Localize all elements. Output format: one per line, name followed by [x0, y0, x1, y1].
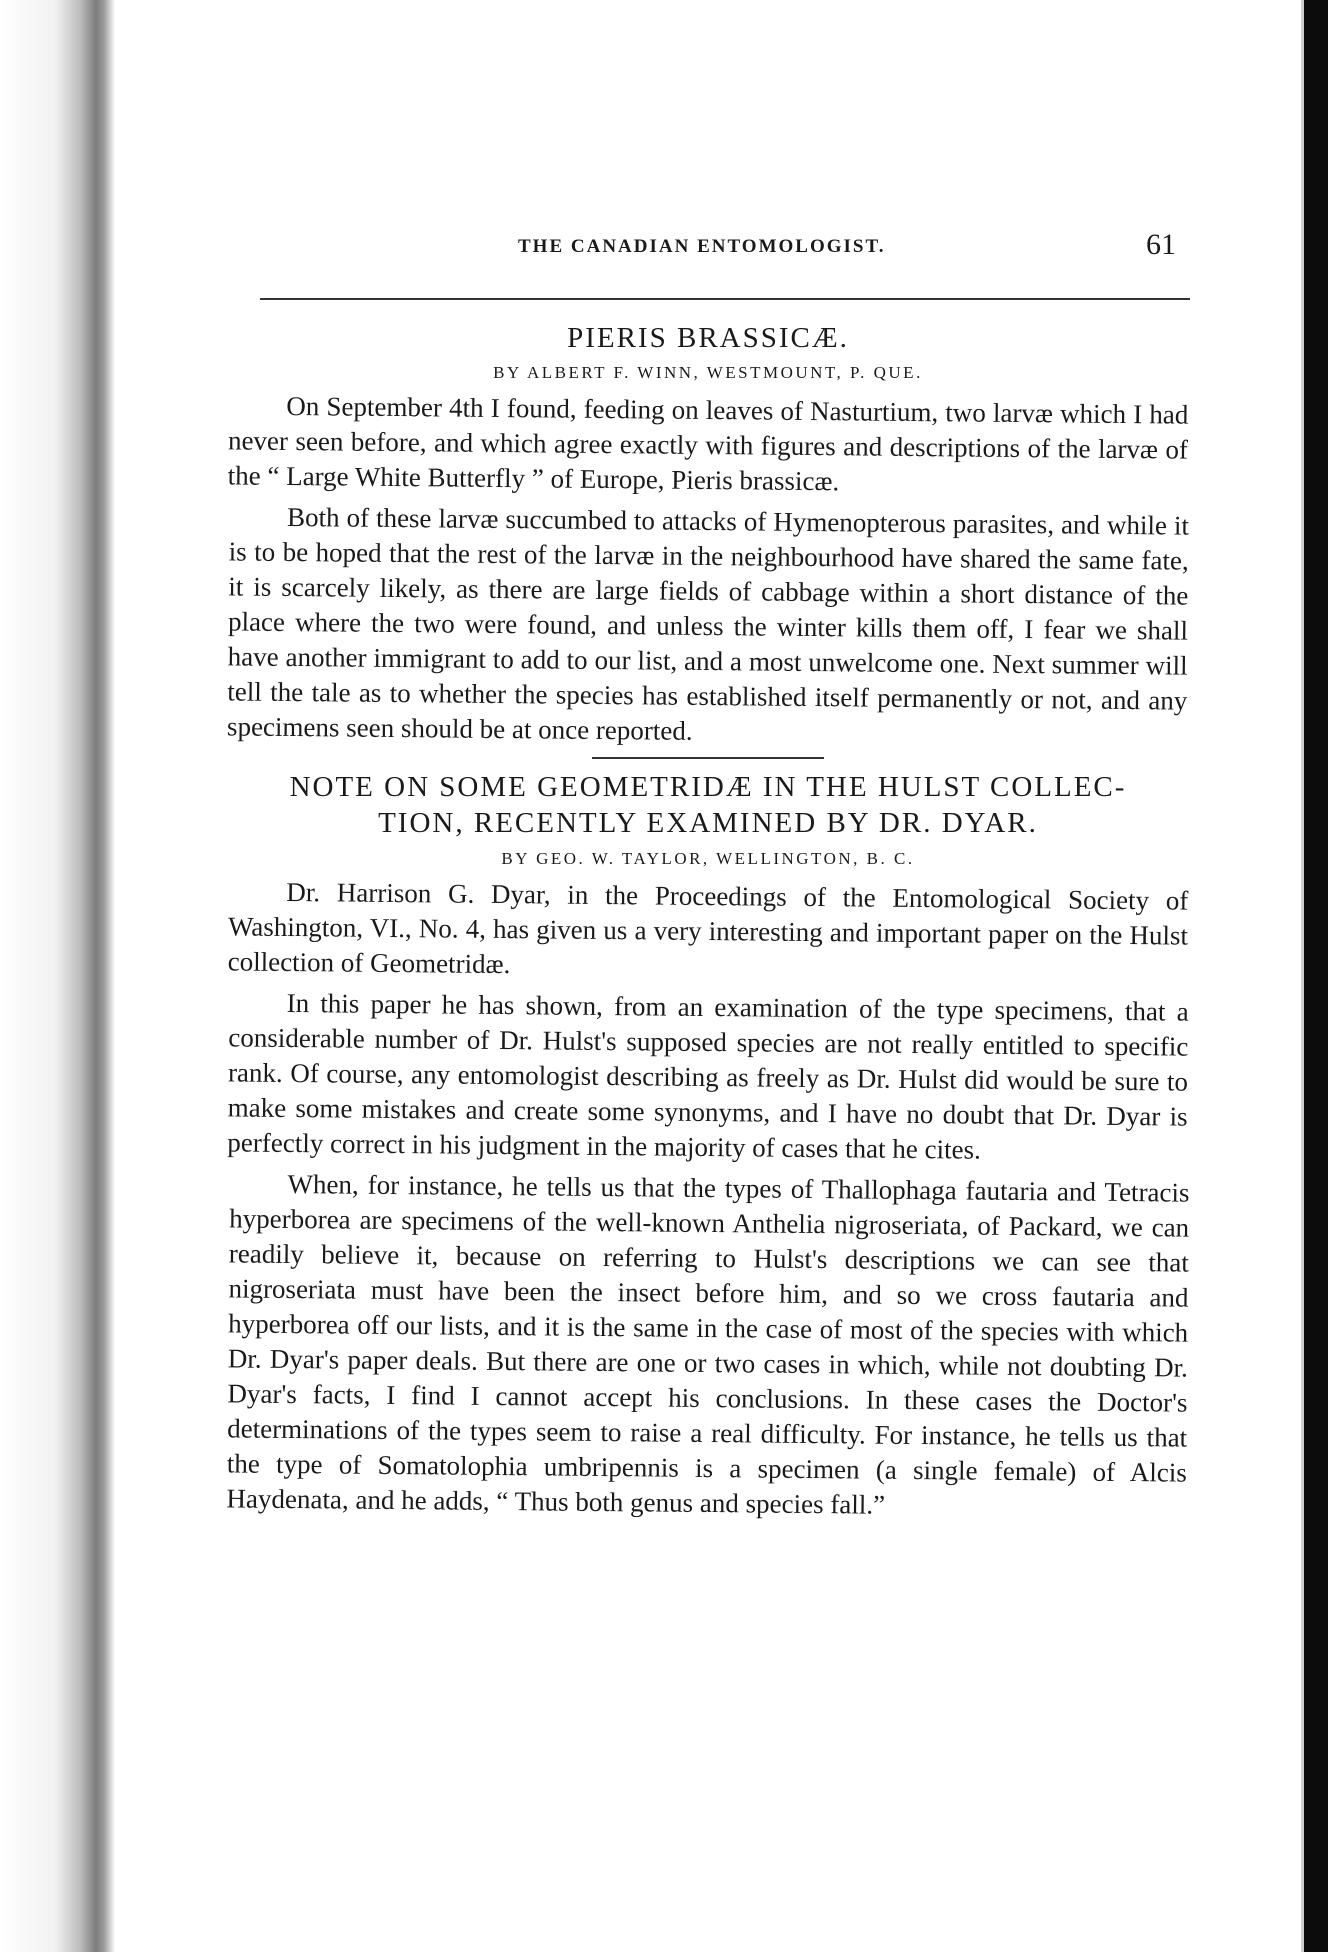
header-rule	[260, 298, 1190, 300]
article-title	[228, 769, 1188, 841]
paragraph: Both of these larvæ succumbed to attacks of Hymenopterous parasites, and while it is to be hoped that the rest of the larvæ in the neighbourhood have shared the same fate, it is scarcely likely, as there are large fields of cabbage within a short distance of the place where the two were found, and unless the winter kills them off, I fear we shall have another immigrant to add to our list, and a most unwelcome one. Next summer will tell the tale as to whether the species has established itself permanently or not, and any specimens seen should be at once reported.	[226, 501, 1190, 746]
article-pieris-brassicae	[228, 322, 1188, 749]
document-page	[228, 228, 1188, 1521]
article-title-line: NOTE ON SOME GEOMETRIDÆ IN THE HULST COLLEC-	[289, 771, 1127, 803]
running-head	[228, 228, 1188, 276]
scan-border	[1304, 0, 1328, 1952]
article-geometridae-note	[228, 769, 1188, 1521]
page-number: 61	[1146, 228, 1176, 261]
article-byline: BY ALBERT F. WINN, WESTMOUNT, P. QUE.	[493, 363, 923, 382]
page-gutter-shadow	[0, 0, 115, 1952]
journal-title: THE CANADIAN ENTOMOLOGIST.	[518, 236, 886, 257]
paragraph: Dr. Harrison G. Dyar, in the Proceedings of the Entomological Society of Washington, VI., No. 4, has given us a very interesting and important paper on the Hulst collection of Geometridæ.	[227, 876, 1189, 980]
article-title: PIERIS BRASSICÆ.	[567, 322, 849, 354]
section-divider	[592, 757, 824, 759]
paragraph: When, for instance, he tells us that the types of Thallophaga fautaria and Tetracis hyperborea are specimens of the well-known Anthelia nigroseriata, of Packard, we can readily believe it, because on referring to Hulst's descriptions we can see that nigroseriata must have been the insect before him, and so we cross fautaria and hyperborea off our lists, and it is the same in the case of most of the species with which Dr. Dyar's paper deals. But there are one or two cases in which, while not doubting Dr. Dyar's facts, I find I cannot accept his conclusions. In these cases the Doctor's determinations of the types seem to raise a real difficulty. For instance, he tells us that the type of Somatolophia umbripennis is a specimen (a single female) of Alcis Haydenata, and he adds, “ Thus both genus and species fall.”	[226, 1168, 1190, 1520]
paragraph: On September 4th I found, feeding on leaves of Nasturtium, two larvæ which I had never seen before, and which agree exactly with figures and descriptions of the larvæ of the “ Large White Butterfly ” of Europe, Pieris brassicæ.	[227, 390, 1189, 497]
article-byline: BY GEO. W. TAYLOR, WELLINGTON, B. C.	[501, 849, 915, 868]
article-title-line: TION, RECENTLY EXAMINED BY DR. DYAR.	[378, 807, 1038, 839]
paragraph: In this paper he has shown, from an examination of the type specimens, that a considerable number of Dr. Hulst's supposed species are not really entitled to specific rank. Of course, any entomologist describing as freely as Dr. Hulst did would be sure to make some mistakes and create some synonyms, and I have no doubt that Dr. Dyar is perfectly correct in his judgment in the majority of cases that he cites.	[227, 987, 1189, 1165]
